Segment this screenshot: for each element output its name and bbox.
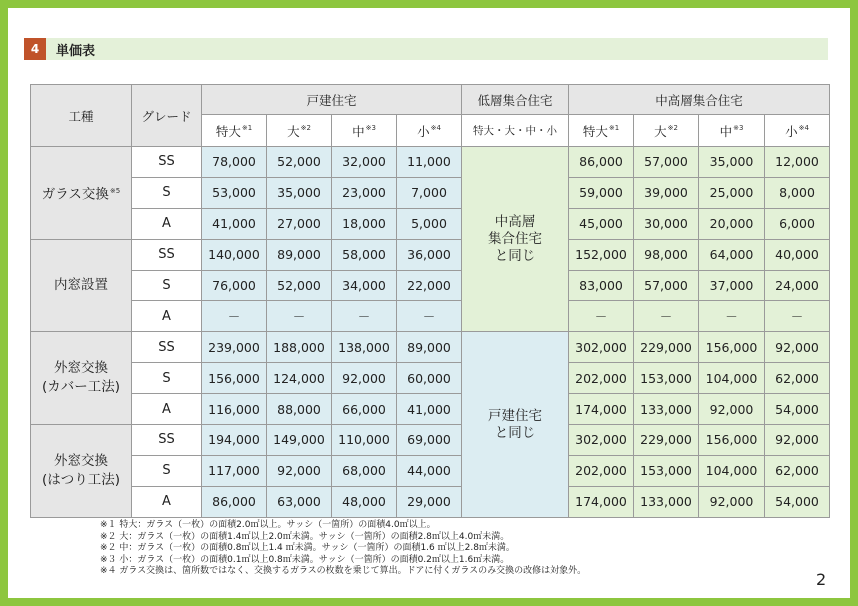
category-cell (31, 147, 132, 240)
grade-cell: S (132, 177, 202, 208)
price-cell-detached: 41,000 (397, 394, 462, 425)
price-cell-mid-high: 6,000 (765, 208, 830, 239)
table-row (31, 208, 830, 239)
footnote-mark: ※1 (241, 124, 253, 133)
price-cell-mid-high: 64,000 (699, 239, 765, 270)
price-cell-mid-high: 62,000 (765, 455, 830, 486)
header-size-大: 大$^{※2}$ (634, 115, 699, 147)
price-cell-mid-high: 40,000 (765, 239, 830, 270)
category-cell (31, 425, 132, 518)
price-cell-detached: 35,000 (267, 177, 332, 208)
price-cell-mid-high: 59,000 (569, 177, 634, 208)
table-row (31, 394, 830, 425)
price-cell-detached: 92,000 (332, 363, 397, 394)
price-cell-detached: 117,000 (202, 455, 267, 486)
header-row-1 (31, 85, 830, 115)
price-cell-detached: 23,000 (332, 177, 397, 208)
section-number: 4 (24, 38, 46, 60)
price-cell-detached: 68,000 (332, 455, 397, 486)
page-number: 2 (816, 570, 827, 589)
price-cell-mid-high: 92,000 (699, 394, 765, 425)
price-cell-mid-high: － (765, 301, 830, 332)
price-cell-mid-high: 156,000 (699, 332, 765, 363)
price-cell-mid-high: 20,000 (699, 208, 765, 239)
footnote-mark: ※2 (667, 124, 678, 133)
price-cell-mid-high: 24,000 (765, 270, 830, 301)
price-cell-mid-high: 202,000 (569, 363, 634, 394)
price-cell-detached: 239,000 (202, 332, 267, 363)
price-cell-detached: 76,000 (202, 270, 267, 301)
category-cell (31, 332, 132, 425)
price-cell-detached: 149,000 (267, 425, 332, 456)
footnotes (100, 520, 586, 578)
price-cell-mid-high: 37,000 (699, 270, 765, 301)
merged-line: 集合住宅 (488, 230, 543, 247)
price-cell-detached: 58,000 (332, 239, 397, 270)
price-cell-detached: 69,000 (397, 425, 462, 456)
footnote-mark: ※1 (608, 124, 620, 133)
grade-cell: SS (132, 147, 202, 178)
price-cell-detached: 32,000 (332, 147, 397, 178)
footnote-line: ※１ 特大：ガラス（一枚）の面積2.0㎡以上。サッシ（一箇所）の面積4.0㎡以上。 (100, 520, 436, 530)
unit-price-table (30, 84, 830, 518)
price-cell-mid-high: 54,000 (765, 394, 830, 425)
price-cell-mid-high: 92,000 (765, 425, 830, 456)
header-size-大: 大$^{※2}$ (267, 115, 332, 147)
grade-cell: S (132, 270, 202, 301)
price-cell-mid-high: 153,000 (634, 455, 699, 486)
price-cell-detached: 7,000 (397, 177, 462, 208)
footnote-mark: ※2 (300, 124, 311, 133)
price-cell-detached: 78,000 (202, 147, 267, 178)
table-row (31, 486, 830, 517)
price-cell-detached: 66,000 (332, 394, 397, 425)
price-cell-detached: 34,000 (332, 270, 397, 301)
price-cell-detached: 124,000 (267, 363, 332, 394)
price-cell-detached: 52,000 (267, 270, 332, 301)
price-cell-detached: 156,000 (202, 363, 267, 394)
price-cell-mid-high: 92,000 (765, 332, 830, 363)
price-cell-mid-high: － (634, 301, 699, 332)
table-row (31, 239, 830, 270)
price-cell-detached: 44,000 (397, 455, 462, 486)
footnote-line: ※２ 大：ガラス（一枚）の面積1.4㎡以上2.0㎡未満。サッシ（一箇所）の面積2.8㎡以上4.0㎡未満。 (100, 531, 510, 542)
header-size-特大: 特大$^{※1}$ (202, 115, 267, 147)
price-cell-detached: 138,000 (332, 332, 397, 363)
grade-cell: S (132, 363, 202, 394)
grade-cell: A (132, 394, 202, 425)
price-cell-mid-high: 156,000 (699, 425, 765, 456)
price-cell-detached: 110,000 (332, 425, 397, 456)
grade-cell: A (132, 486, 202, 517)
price-cell-detached: 194,000 (202, 425, 267, 456)
price-cell-detached: 188,000 (267, 332, 332, 363)
grade-cell: SS (132, 239, 202, 270)
price-cell-mid-high: 174,000 (569, 486, 634, 517)
header-low-rise: 低層集合住宅 (462, 85, 569, 115)
price-cell-detached: 48,000 (332, 486, 397, 517)
price-cell-mid-high: 302,000 (569, 332, 634, 363)
header-size-小: 小$^{※4}$ (397, 115, 462, 147)
price-cell-detached: － (267, 301, 332, 332)
price-cell-detached: 5,000 (397, 208, 462, 239)
grade-cell: A (132, 208, 202, 239)
price-cell-detached: 53,000 (202, 177, 267, 208)
category-label: 外窓交換 (54, 360, 108, 377)
table-row (31, 425, 830, 456)
header-grade: グレード (132, 85, 202, 147)
price-cell-mid-high: 133,000 (634, 486, 699, 517)
price-cell-mid-high: 57,000 (634, 270, 699, 301)
merged-line: 中高層 (494, 213, 536, 230)
footnote-mark: ※3 (733, 124, 744, 133)
footnote-mark: ※5 (109, 186, 121, 195)
footnote-line: ※３ 小：ガラス（一枚）の面積0.1㎡以上0.8㎡未満。サッシ（一箇所）の面積0.2㎡以上1.6㎡未満。 (100, 554, 510, 565)
price-cell-detached: － (332, 301, 397, 332)
price-cell-detached: 18,000 (332, 208, 397, 239)
footnote-mark: ※4 (798, 124, 809, 133)
price-cell-detached: 11,000 (397, 147, 462, 178)
header-size-特大: 特大$^{※1}$ (569, 115, 634, 147)
price-cell-mid-high: 133,000 (634, 394, 699, 425)
merged-line: と同じ (494, 424, 536, 441)
price-cell-mid-high: 229,000 (634, 332, 699, 363)
section-title: 単価表 (56, 43, 96, 59)
price-cell-mid-high: 54,000 (765, 486, 830, 517)
footnote-line: ※４ ガラス交換は、箇所数ではなく、交換するガラスの枚数を乗じて算出。ドアに付くガラスのみ交換の改修は対象外。 (100, 566, 587, 577)
category-sublabel: (カバー工法) (41, 379, 121, 396)
category-label: 内窓設置 (54, 277, 108, 293)
price-cell-mid-high: 302,000 (569, 425, 634, 456)
price-cell-detached: － (397, 301, 462, 332)
table-row (31, 270, 830, 301)
price-cell-mid-high: 152,000 (569, 239, 634, 270)
grade-cell: S (132, 455, 202, 486)
grade-cell: SS (132, 425, 202, 456)
price-cell-detached: 88,000 (267, 394, 332, 425)
header-detached: 戸建住宅 (202, 85, 462, 115)
price-cell-detached: 60,000 (397, 363, 462, 394)
merged-line: 戸建住宅 (488, 407, 543, 424)
price-cell-detached: 92,000 (267, 455, 332, 486)
price-cell-mid-high: － (569, 301, 634, 332)
header-low-rise-sizes: 特大・大・中・小 (462, 115, 569, 147)
price-cell-mid-high: － (699, 301, 765, 332)
price-cell-detached: 116,000 (202, 394, 267, 425)
price-cell-mid-high: 229,000 (634, 425, 699, 456)
price-cell-mid-high: 174,000 (569, 394, 634, 425)
price-cell-mid-high: 98,000 (634, 239, 699, 270)
price-cell-detached: 89,000 (397, 332, 462, 363)
table-row (31, 147, 830, 178)
price-cell-detached: 22,000 (397, 270, 462, 301)
price-cell-mid-high: 104,000 (699, 455, 765, 486)
grade-cell: A (132, 301, 202, 332)
price-cell-mid-high: 35,000 (699, 147, 765, 178)
price-cell-detached: 41,000 (202, 208, 267, 239)
price-cell-detached: － (202, 301, 267, 332)
price-cell-mid-high: 92,000 (699, 486, 765, 517)
price-cell-mid-high: 202,000 (569, 455, 634, 486)
price-cell-mid-high: 8,000 (765, 177, 830, 208)
header-size-中: 中$^{※3}$ (332, 115, 397, 147)
price-cell-mid-high: 45,000 (569, 208, 634, 239)
header-size-小: 小$^{※4}$ (765, 115, 830, 147)
header-work-type: 工種 (31, 85, 132, 147)
price-cell-mid-high: 86,000 (569, 147, 634, 178)
footnote-line: ※２ 中：ガラス（一枚）の面積0.8㎡以上1.4 ㎡未満。サッシ（一箇所）の面積1.6 ㎡以上2.8㎡未満。 (100, 543, 515, 554)
category-cell (31, 239, 132, 332)
category-sublabel: (はつり工法) (41, 471, 121, 488)
footnote-mark: ※3 (365, 124, 376, 133)
price-cell-detached: 89,000 (267, 239, 332, 270)
price-cell-detached: 29,000 (397, 486, 462, 517)
price-cell-detached: 63,000 (267, 486, 332, 517)
price-cell-detached: 27,000 (267, 208, 332, 239)
category-label: ガラス交換$^{※5}$ (41, 186, 121, 203)
header-mid-high: 中高層集合住宅 (569, 85, 830, 115)
table-row (31, 455, 830, 486)
footnote-mark: ※4 (430, 124, 441, 133)
price-cell-mid-high: 30,000 (634, 208, 699, 239)
low-rise-same-as-mid-high (462, 147, 569, 332)
price-cell-detached: 140,000 (202, 239, 267, 270)
price-cell-mid-high: 104,000 (699, 363, 765, 394)
price-cell-detached: 86,000 (202, 486, 267, 517)
section-heading (24, 38, 828, 60)
price-cell-detached: 52,000 (267, 147, 332, 178)
table-row (31, 332, 830, 363)
price-cell-mid-high: 25,000 (699, 177, 765, 208)
table-row (31, 363, 830, 394)
price-cell-detached: 36,000 (397, 239, 462, 270)
header-size-中: 中$^{※3}$ (699, 115, 765, 147)
category-label: 外窓交換 (54, 452, 108, 469)
table-row (31, 177, 830, 208)
price-cell-mid-high: 153,000 (634, 363, 699, 394)
price-cell-mid-high: 39,000 (634, 177, 699, 208)
price-cell-mid-high: 57,000 (634, 147, 699, 178)
price-cell-mid-high: 12,000 (765, 147, 830, 178)
price-cell-mid-high: 83,000 (569, 270, 634, 301)
price-cell-mid-high: 62,000 (765, 363, 830, 394)
merged-line: と同じ (494, 247, 536, 264)
table-row (31, 301, 830, 332)
grade-cell: SS (132, 332, 202, 363)
low-rise-same-as-detached (462, 332, 569, 517)
